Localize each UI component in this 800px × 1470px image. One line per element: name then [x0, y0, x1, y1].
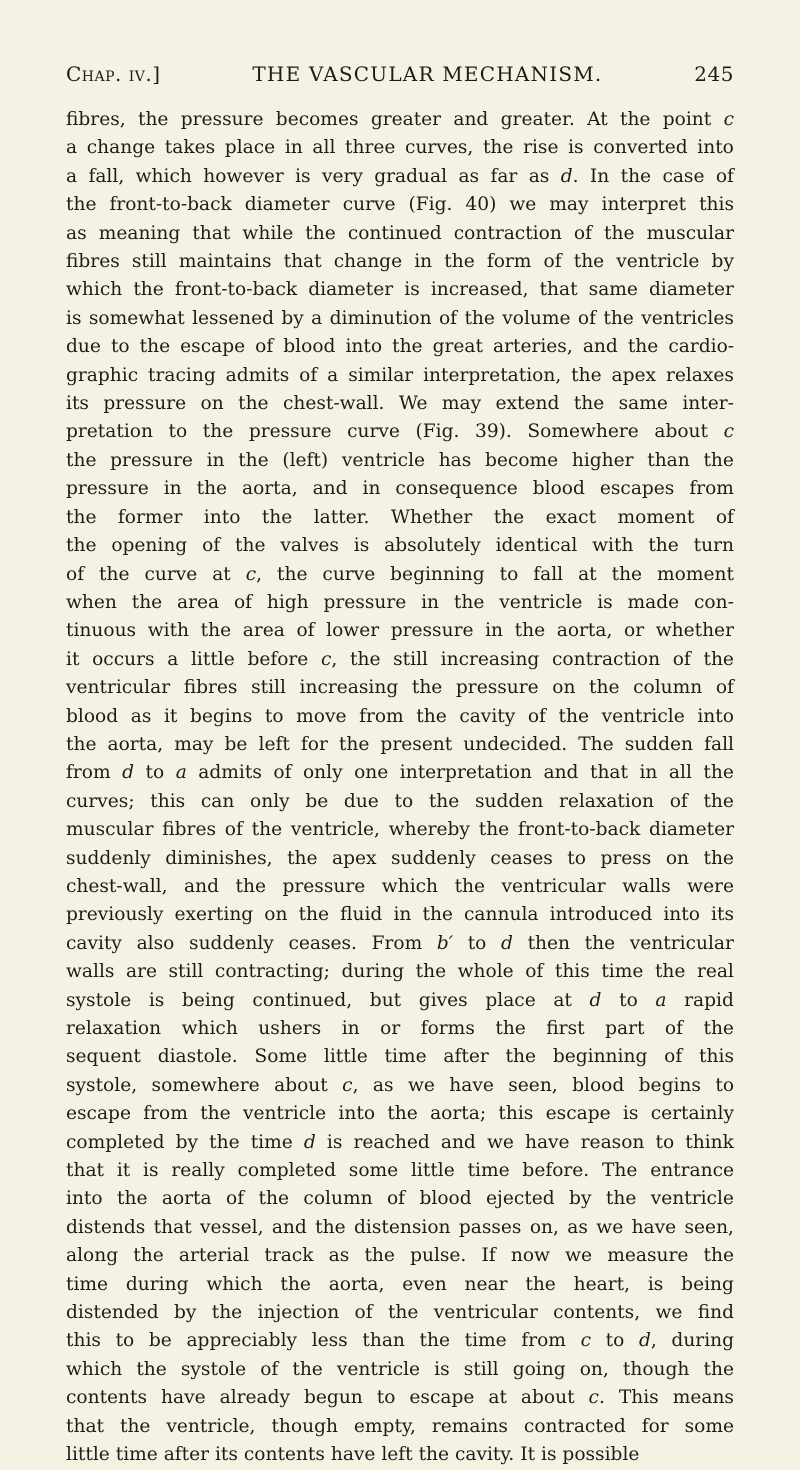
text-line: due to the escape of blood into the great arteries, and the cardio-	[66, 336, 735, 358]
text-line: into the aorta of the column of blood ejected by the ventricle	[66, 1188, 734, 1210]
text-line: pretation to the pressure curve (Fig. 39). Somewhere about c	[66, 421, 734, 443]
text-line: the opening of the valves is absolutely identical with the turn	[66, 535, 734, 557]
text-line: suddenly diminishes, the apex suddenly ceases to press on the	[66, 847, 734, 869]
text-line: little time after its contents have left the cavity. It is possible	[66, 1444, 640, 1466]
text-line: fibres still maintains that change in the form of the ventricle by	[66, 251, 734, 273]
text-line: this to be appreciably less than the time from c to d, during	[66, 1330, 735, 1352]
text-line: its pressure on the chest-wall. We may extend the same inter-	[66, 393, 734, 415]
running-head	[66, 62, 734, 86]
text-line: contents have already begun to escape at about c. This means	[66, 1387, 734, 1409]
text-line: tinuous with the area of lower pressure in the aorta, or whether	[66, 620, 734, 642]
book-page	[66, 62, 734, 1470]
text-line: fibres, the pressure becomes greater and greater. At the point c	[66, 109, 734, 130]
text-line: distended by the injection of the ventricular contents, we find	[66, 1302, 734, 1324]
text-line: of the curve at c, the curve beginning to fall at the moment	[66, 563, 734, 585]
text-line: a fall, which however is very gradual as far as d. In the case of	[66, 165, 734, 187]
text-line: pressure in the aorta, and in consequence blood escapes from	[66, 478, 734, 500]
text-line: time during which the aorta, even near the heart, is being	[66, 1273, 734, 1295]
text-line: the aorta, may be left for the present undecided. The sudden fall	[66, 733, 734, 755]
text-line: the front-to-back diameter curve (Fig. 40) we may interpret this	[66, 194, 734, 216]
text-line: that it is really completed some little time before. The entrance	[66, 1160, 735, 1182]
text-line: sequent diastole. Some little time after the beginning of this	[66, 1046, 734, 1068]
page-number: 245	[694, 62, 734, 86]
text-line: escape from the ventricle into the aorta; this escape is certainly	[66, 1103, 734, 1125]
text-line: chest-wall, and the pressure which the ventricular walls were	[66, 875, 734, 897]
running-title: THE VASCULAR MECHANISM.	[252, 62, 603, 86]
text-line: from d to a admits of only one interpretation and that in all the	[66, 762, 734, 784]
body-text	[66, 106, 734, 1470]
text-line: systole, somewhere about c, as we have seen, blood begins to	[66, 1074, 735, 1096]
text-line: when the area of high pressure in the ventricle is made con-	[66, 591, 734, 613]
text-line: that the ventricle, though empty, remains contracted for some	[66, 1415, 735, 1437]
text-line: previously exerting on the fluid in the cannula introduced into its	[66, 904, 735, 926]
text-line: blood as it begins to move from the cavity of the ventricle into	[66, 705, 734, 727]
text-line: cavity also suddenly ceases. From b′ to d then the ventricular	[66, 932, 734, 954]
text-line: along the arterial track as the pulse. If now we measure the	[66, 1245, 734, 1267]
text-line: curves; this can only be due to the sudden relaxation of the	[66, 790, 734, 812]
text-line: the former into the latter. Whether the exact moment of	[66, 506, 734, 528]
text-line: distends that vessel, and the distension passes on, as we have seen,	[66, 1216, 734, 1238]
text-line: walls are still contracting; during the whole of this time the real	[66, 961, 734, 983]
text-line: graphic tracing admits of a similar interpretation, the apex relaxes	[66, 364, 734, 386]
text-line: muscular fibres of the ventricle, whereby the front-to-back diameter	[66, 819, 734, 841]
text-line: as meaning that while the continued contraction of the muscular	[66, 222, 735, 244]
text-line: it occurs a little before c, the still increasing contraction of the	[66, 648, 734, 670]
text-line: the pressure in the (left) ventricle has become higher than the	[66, 449, 734, 471]
text-line: systole is being continued, but gives place at d to a rapid	[66, 989, 734, 1011]
text-line: relaxation which ushers in or forms the first part of the	[66, 1018, 734, 1039]
text-line: completed by the time d is reached and we have reason to think	[66, 1131, 734, 1153]
text-line: is somewhat lessened by a diminution of the volume of the ventricles	[66, 307, 734, 329]
text-line: a change takes place in all three curves, the rise is converted into	[66, 137, 734, 159]
chapter-label: Chap. iv.]	[66, 62, 161, 86]
text-line: which the front-to-back diameter is increased, that same diameter	[66, 279, 734, 301]
text-line: ventricular fibres still increasing the pressure on the column of	[66, 677, 734, 699]
text-line: which the systole of the ventricle is still going on, though the	[66, 1358, 734, 1380]
